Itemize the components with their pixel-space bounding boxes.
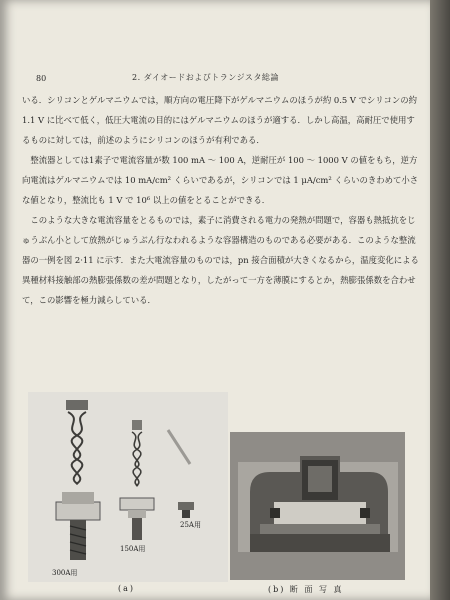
running-header: 2. ダイオードおよびトランジスタ総論 xyxy=(132,73,279,82)
caption-b: (b) 断 面 写 真 xyxy=(268,585,344,594)
book-edge xyxy=(430,0,450,600)
cross-section-photo xyxy=(230,432,405,580)
caption-a: (a) xyxy=(118,584,136,593)
paragraph-1: いる．シリコンとゲルマニウムでは，順方向の電圧降下がゲルマニウムのほうが約 0.5 V でシリコンの約 1.1 V に比べて低く，低圧大電流の目的にはゲルマニウムのほうが適する．しかし高温，高耐圧で使用するものに対しては，前述のようにシリコンのほうが有利である． xyxy=(22,95,418,145)
paragraph-2: 整流器としては1素子で電流容量が数 100 mA ～ 100 A，逆耐圧が 100 ～ 1000 V の値をもち，逆方向電流はゲルマニウムでは 10 mA/cm² くらいであるが，シリコンでは 1 μA/cm² くらいのきわめて小さな値となり，整流比も 1 V で 10⁶ 以上の値をとることができる． xyxy=(22,155,419,205)
cross-section-illustration xyxy=(230,432,405,580)
body-text xyxy=(22,90,422,310)
page-number: 80 xyxy=(36,74,47,83)
label-150a: 150A用 xyxy=(120,545,146,553)
paragraph-3: このような大きな電流容量をとるものでは，素子に消費される電力の発熱が問題で，容器も熱抵抗をじゅうぶん小として放熱がじゅうぶん行なわれるような容器構造のものである必要がある．このような整流器の一例を図 2·11 に示す．また大電流容量のものでは，pn 接合面積が大きくなるから，温度変化による異種材料接触部の熱膨張係数の差が問題となり，したがって一方を薄膜にするとか，熱膨張係数を合わせて，この影響を極力減らしている． xyxy=(22,215,419,305)
rectifier-photo xyxy=(28,392,228,582)
label-300a: 300A用 xyxy=(52,569,78,577)
label-25a: 25A用 xyxy=(180,521,201,529)
